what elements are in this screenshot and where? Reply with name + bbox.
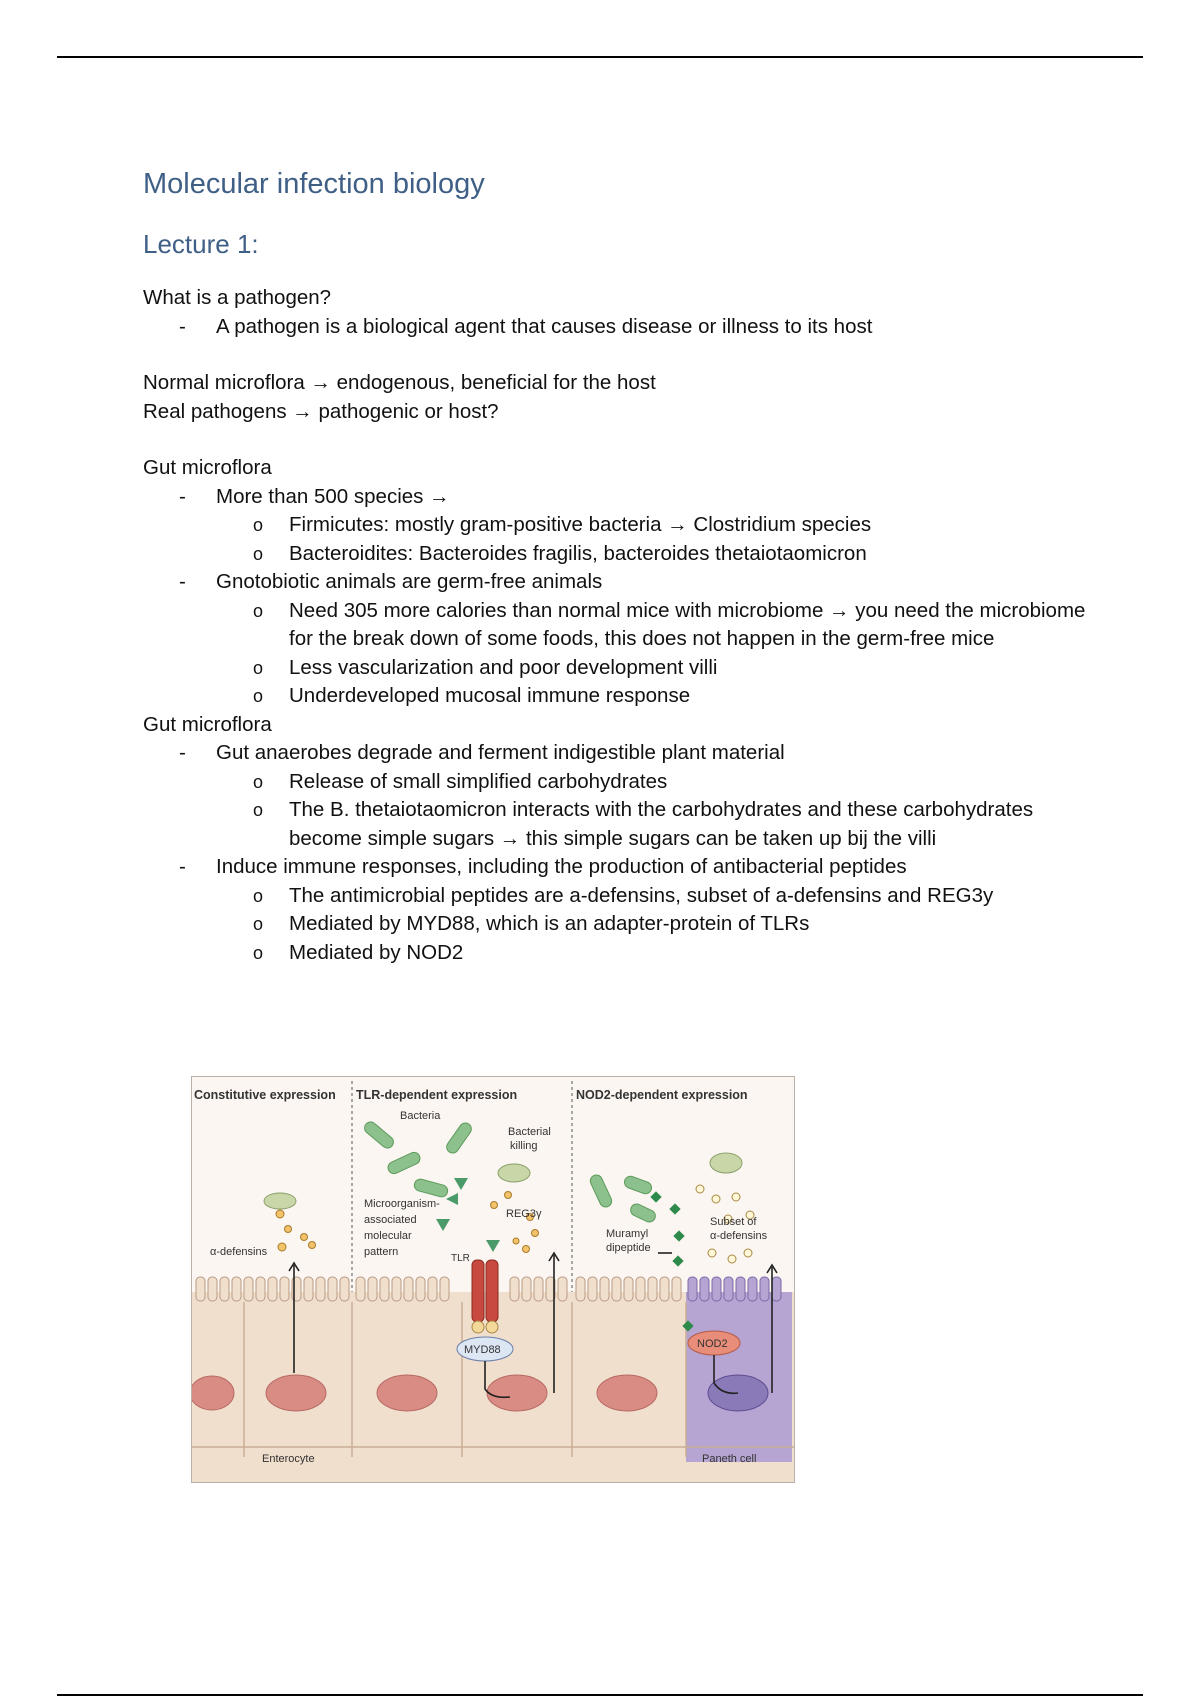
bottom-rule bbox=[57, 1694, 1143, 1696]
label-muramyl: Muramyl bbox=[606, 1228, 649, 1240]
list-item bbox=[143, 483, 1073, 512]
label-bacterial-killing: killing bbox=[510, 1140, 538, 1152]
list-item-text: Gnotobiotic animals are germ-free animals bbox=[216, 570, 603, 593]
lecture-heading: Lecture 1: bbox=[143, 229, 259, 259]
label-enterocyte: Enterocyte bbox=[262, 1453, 315, 1465]
panel-heading-constitutive: Constitutive expression bbox=[194, 1088, 336, 1102]
sub-list-item-text: Need 305 more calories than normal mice with microbiome → you need the microbiome for the break down of some foods, this does not happen in the germ-free mice bbox=[289, 598, 1086, 650]
circle-bullet: o bbox=[253, 800, 264, 820]
sub-list-item-text: Mediated by MYD88, which is an adapter-protein of TLRs bbox=[289, 912, 810, 935]
label-myd88: MYD88 bbox=[464, 1344, 501, 1356]
document-body bbox=[143, 168, 1086, 967]
list-item-text: A pathogen is a biological agent that causes disease or illness to its host bbox=[216, 314, 873, 338]
figure-diagram bbox=[192, 1077, 794, 1482]
sub-list-item bbox=[143, 511, 1073, 540]
circle-bullet: o bbox=[253, 914, 264, 934]
section-heading: Gut microflora bbox=[143, 712, 272, 736]
top-rule bbox=[57, 56, 1143, 58]
dash-bullet: - bbox=[179, 314, 186, 338]
circle-bullet: o bbox=[253, 771, 264, 792]
section-heading: Gut microflora bbox=[143, 456, 272, 479]
sub-list-item bbox=[143, 597, 1089, 654]
panel-heading-nod2: NOD2-dependent expression bbox=[576, 1088, 748, 1102]
dash-bullet: - bbox=[179, 741, 186, 764]
list-item-text: Induce immune responses, including the production of antibacterial peptides bbox=[216, 855, 907, 878]
label-mamp: Microorganism- bbox=[364, 1198, 440, 1210]
label-nod2: NOD2 bbox=[697, 1338, 728, 1350]
sub-list-item bbox=[143, 682, 1073, 711]
list-item-text: Gut anaerobes degrade and ferment indigestible plant material bbox=[216, 741, 785, 764]
circle-bullet: o bbox=[253, 686, 264, 706]
panel-heading-tlr: TLR-dependent expression bbox=[356, 1088, 518, 1102]
label-reg3: REG3γ bbox=[506, 1208, 542, 1220]
label-mamp: molecular bbox=[364, 1230, 412, 1242]
circle-bullet: o bbox=[253, 515, 264, 535]
sub-list-item bbox=[143, 540, 1073, 569]
sub-list-item bbox=[143, 910, 1073, 939]
list-item bbox=[143, 853, 1073, 882]
list-item bbox=[143, 313, 1073, 342]
list-item bbox=[143, 568, 1073, 597]
label-muramyl: dipeptide bbox=[606, 1242, 651, 1254]
sub-list-item bbox=[143, 882, 1073, 911]
list-item bbox=[143, 739, 1073, 768]
label-subset-defensins: Subset of bbox=[710, 1216, 757, 1228]
sub-list-item bbox=[143, 768, 1073, 797]
sub-list-item-text: Underdeveloped mucosal immune response bbox=[289, 684, 691, 707]
sub-list-item-text: Mediated by NOD2 bbox=[289, 940, 464, 964]
label-bacterial-killing: Bacterial bbox=[508, 1126, 551, 1138]
circle-bullet: o bbox=[253, 942, 264, 963]
label-bacteria: Bacteria bbox=[400, 1110, 441, 1122]
label-alpha-defensins: α-defensins bbox=[210, 1246, 268, 1258]
sub-list-item-text: The B. thetaiotaomicron interacts with the carbohydrates and these carbohydrates become simple sugars → this simple sugars can be taken up bij the villi bbox=[289, 798, 1034, 850]
sub-list-item-text: Bacteroidites: Bacteroides fragilis, bacteroides thetaiotaomicron bbox=[289, 541, 867, 565]
sub-list-item bbox=[143, 939, 1073, 968]
label-paneth-cell: Paneth cell bbox=[702, 1453, 757, 1465]
dash-bullet: - bbox=[179, 570, 186, 593]
label-subset-defensins: α-defensins bbox=[710, 1230, 768, 1242]
sub-list-item-text: Release of small simplified carbohydrates bbox=[289, 769, 668, 793]
sub-list-item bbox=[143, 654, 1073, 683]
text-line: Normal microflora → endogenous, beneficial for the host bbox=[143, 371, 656, 394]
question-line: What is a pathogen? bbox=[143, 286, 332, 309]
circle-bullet: o bbox=[253, 600, 264, 621]
label-mamp: pattern bbox=[364, 1246, 399, 1258]
dash-bullet: - bbox=[179, 855, 186, 878]
peptide-clusters bbox=[264, 1153, 742, 1209]
text-line: Real pathogens → pathogenic or host? bbox=[143, 399, 499, 423]
list-item-text: More than 500 species → bbox=[216, 484, 450, 508]
circle-bullet: o bbox=[253, 885, 264, 906]
circle-bullet: o bbox=[253, 543, 264, 564]
dash-bullet: - bbox=[179, 484, 186, 508]
label-mamp: associated bbox=[364, 1214, 417, 1226]
sub-list-item bbox=[143, 796, 1089, 853]
sub-list-item-text: The antimicrobial peptides are a-defensins, subset of a-defensins and REG3y bbox=[289, 883, 994, 907]
label-tlr: TLR bbox=[451, 1253, 470, 1264]
page-title: Molecular infection biology bbox=[143, 168, 485, 200]
antimicrobial-peptide-figure bbox=[191, 1076, 795, 1483]
sub-list-item-text: Firmicutes: mostly gram-positive bacteria → Clostridium species bbox=[289, 513, 872, 536]
sub-list-item-text: Less vascularization and poor development villi bbox=[289, 655, 718, 679]
circle-bullet: o bbox=[253, 657, 264, 678]
